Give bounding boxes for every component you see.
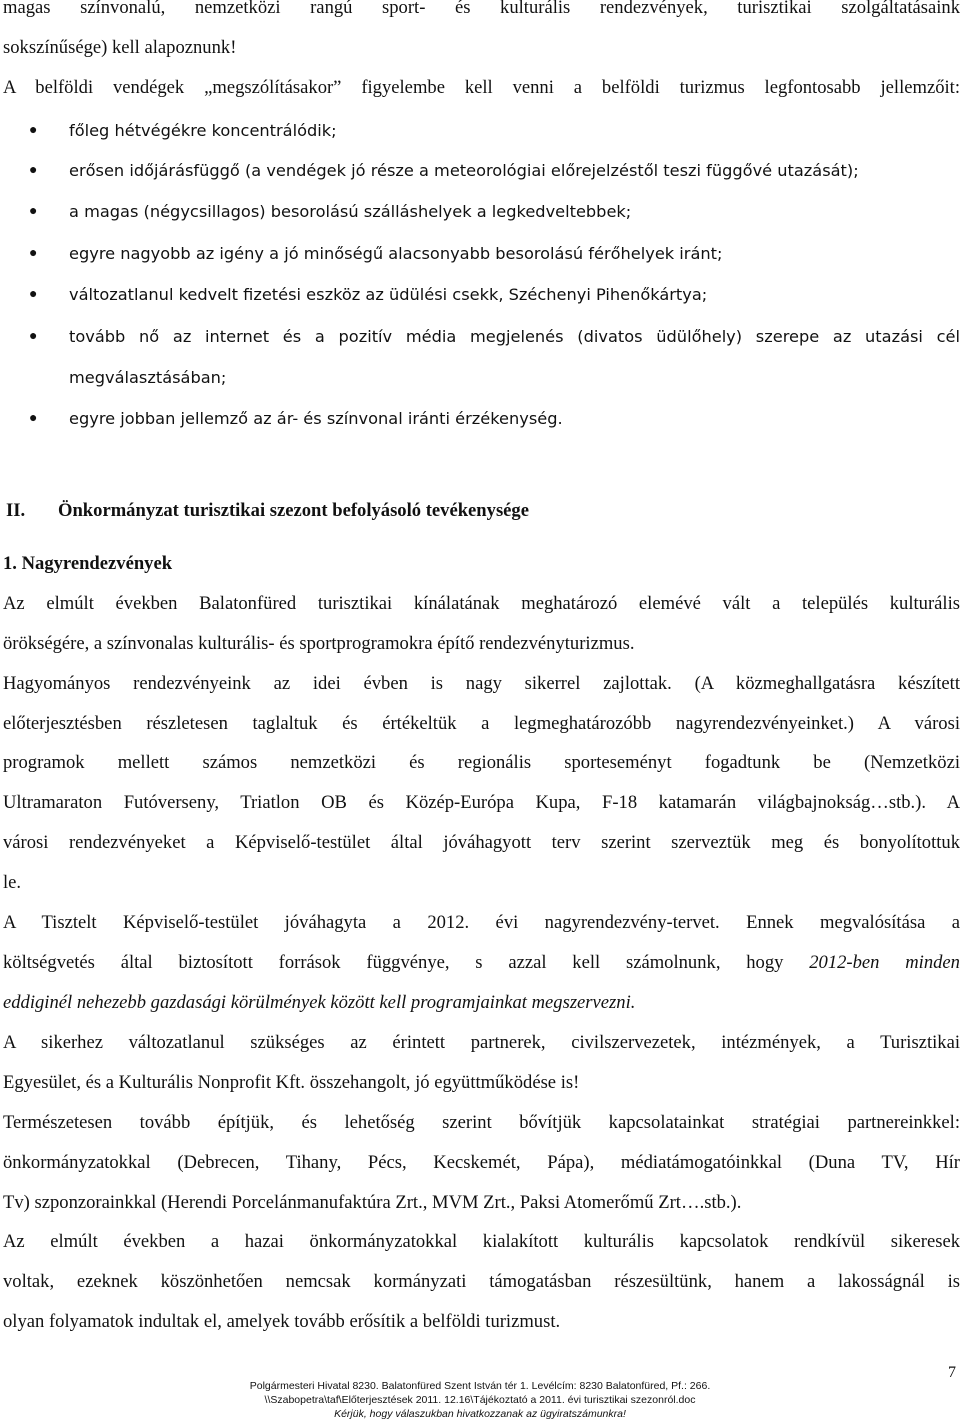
- body-line: programok mellett számos nemzetközi és regionális sporteseményt fogadtunk be (Nemzetközi: [3, 752, 960, 773]
- bullet-icon: ●: [29, 123, 38, 138]
- body-line: A Tisztelt Képviselő-testület jóváhagyta a 2012. évi nagyrendezvény-tervet. Ennek megvalósítása a: [3, 912, 960, 933]
- list-item: tovább nő az internet és a pozitív média megjelenés (divatos üdülőhely) szerepe az utazási cél: [69, 327, 960, 346]
- bullet-icon: ●: [29, 246, 38, 261]
- bullet-icon: ●: [29, 163, 38, 178]
- body-line: le.: [3, 872, 22, 893]
- list-item: változatlanul kedvelt fizetési eszköz az üdülési csekk, Széchenyi Pihenőkártya;: [69, 285, 708, 304]
- body-line: Egyesület, és a Kulturális Nonprofit Kft. összehangolt, jó együttműködése is!: [3, 1072, 580, 1093]
- body-line: önkormányzatokkal (Debrecen, Tihany, Pécs, Kecskemét, Pápa), médiatámogatóinkkal (Duna TV, Hír: [3, 1152, 960, 1173]
- bullet-icon: ●: [29, 204, 38, 219]
- body-line: [3, 991, 960, 1015]
- section-number: II.: [6, 500, 26, 521]
- body-line: Tv) szponzorainkkal (Herendi Porcelánmanufaktúra Zrt., MVM Zrt., Paksi Atomerőmű Zrt….stb.).: [3, 1192, 742, 1213]
- list-item-continuation: megválasztásában;: [69, 368, 227, 387]
- body-line: Hagyományos rendezvényeink az idei évben is nagy sikerrel zajlottak. (A közmeghallgatásra készített: [3, 673, 960, 694]
- footer-file-path: \\Szabopetra\taf\Előterjesztések 2011. 12.16\Tájékoztató a 2011. évi turisztikai szezonról.doc: [264, 1394, 696, 1406]
- body-line: olyan folyamatok indultak el, amelyek tovább erősítik a belföldi turizmust.: [3, 1311, 561, 1332]
- emphasized-text: 2012-ben minden: [809, 952, 960, 973]
- subsection-title: 1. Nagyrendezvények: [3, 553, 173, 574]
- body-line: örökségére, a színvonalas kulturális- és sportprogramokra építő rendezvényturizmus.: [3, 633, 635, 654]
- body-line: A sikerhez változatlanul szükséges az érintett partnerek, civilszervezetek, intézmények, a Turisztikai: [3, 1032, 960, 1053]
- bullet-icon: ●: [29, 287, 38, 302]
- list-item: főleg hétvégékre koncentrálódik;: [69, 121, 337, 140]
- body-line: Az elmúlt években Balatonfüred turisztikai kínálatának meghatározó elemévé vált a település kulturális: [3, 593, 960, 614]
- bullet-icon: ●: [29, 329, 38, 344]
- body-line: Ultramaraton Futóverseny, Triatlon OB és Közép-Európa Kupa, F-18 katamarán világbajnokság…stb.). A: [3, 792, 960, 813]
- body-line: előterjesztésben részletesen taglaltuk és értékeltük a legmeghatározóbb nagyrendezvényeinket.) A városi: [3, 713, 960, 734]
- footer-address: Polgármesteri Hivatal 8230. Balatonfüred Szent István tér 1. Levélcím: 8230 Balatonfüred, Pf.: 266.: [249, 1380, 711, 1392]
- emphasized-text: eddiginél nehezebb gazdasági körülmények között kell programjainkat megszervezni.: [3, 992, 636, 1013]
- paragraph-line: magas színvonalú, nemzetközi rangú sport- és kulturális rendezvények, turisztikai szolgáltatásaink: [3, 0, 960, 18]
- footer-note: Kérjük, hogy válaszukban hivatkozzanak az ügyiratszámunkra!: [334, 1408, 626, 1420]
- body-line: városi rendezvényeket a Képviselő-testület által jóváhagyott terv szerint szerveztük meg és bonyolítottuk: [3, 832, 960, 853]
- list-item: erősen időjárásfüggő (a vendégek jó része a meteorológiai előrejelzéstől teszi függővé utazását);: [69, 161, 859, 180]
- body-line: [3, 951, 960, 975]
- list-item: egyre nagyobb az igény a jó minőségű alacsonyabb besorolású férőhelyek iránt;: [69, 244, 723, 263]
- body-line: voltak, ezeknek köszönhetően nemcsak kormányzati támogatásban részesültünk, hanem a lakosságnál is: [3, 1271, 960, 1292]
- body-text: költségvetés által biztosított források függvénye, s azzal kell számolnunk, hogy: [3, 952, 784, 973]
- section-title: Önkormányzat turisztikai szezont befolyásoló tevékenysége: [58, 500, 529, 521]
- body-line: Az elmúlt években a hazai önkormányzatokkal kialakított kulturális kapcsolatok rendkívül sikeresek: [3, 1231, 960, 1252]
- paragraph-line: sokszínűsége) kell alapoznunk!: [3, 37, 237, 58]
- paragraph-line: A belföldi vendégek „megszólításakor” figyelembe kell venni a belföldi turizmus legfontosabb jellemzőit:: [3, 77, 960, 98]
- bullet-icon: ●: [29, 411, 38, 426]
- list-item: a magas (négycsillagos) besorolású szálláshelyek a legkedveltebbek;: [69, 202, 632, 221]
- list-item: egyre jobban jellemző az ár- és színvonal iránti érzékenység.: [69, 409, 563, 428]
- page-number: 7: [948, 1364, 956, 1381]
- body-line: Természetesen tovább építjük, és lehetőség szerint bővítjük kapcsolatainkat stratégiai partnereinkkel:: [3, 1112, 960, 1133]
